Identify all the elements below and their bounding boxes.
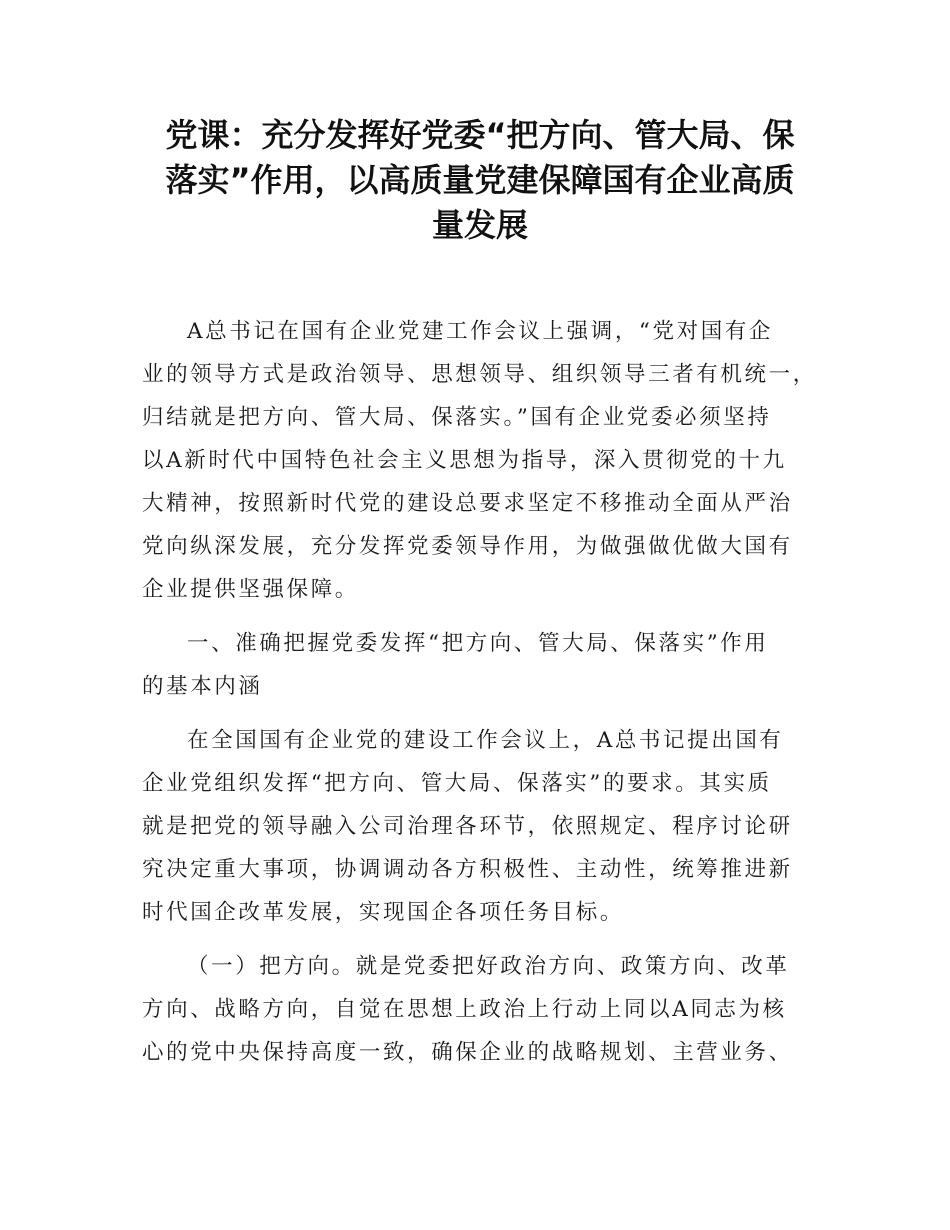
text-line: 一、准确把握党委发挥“把方向、管大局、保落实”作用 xyxy=(187,631,769,656)
document-title xyxy=(140,113,820,248)
text-line: （一）把方向。就是党委把好政治方向、政策方向、改革 xyxy=(187,954,790,979)
text-line: 大精神，按照新时代党的建设总要求坚定不移推动全面从严治 xyxy=(142,491,793,516)
title-line-1: 党课：充分发挥好党委“把方向、管大局、保 xyxy=(165,116,795,154)
title-line-3: 量发展 xyxy=(431,206,528,244)
text-line: 就是把党的领导融入公司治理各环节，依照规定、程序讨论研 xyxy=(142,814,793,839)
text-line: 时代国企改革发展，实现国企各项任务目标。 xyxy=(142,900,625,925)
text-line: 业的领导方式是政治领导、思想领导、组织领导三者有机统一， xyxy=(142,362,817,387)
text-line: 党向纵深发展，充分发挥党委领导作用，为做强做优做大国有 xyxy=(142,534,793,559)
text-line: 方向、战略方向，自觉在思想上政治上行动上同以A同志为核 xyxy=(142,997,787,1022)
text-line: 以A新时代中国特色社会主义思想为指导，深入贯彻党的十九 xyxy=(142,448,787,473)
text-line: 究决定重大事项，协调调动各方积极性、主动性，统筹推进新 xyxy=(142,857,793,882)
title-line-2: 落实”作用，以高质量党建保障国有企业高质 xyxy=(165,161,795,199)
text-line: 归结就是把方向、管大局、保落实。”国有企业党委必须坚持 xyxy=(142,405,772,430)
text-line: 企业党组织发挥“把方向、管大局、保落实”的要求。其实质 xyxy=(142,771,772,796)
text-line: 心的党中央保持高度一致，确保企业的战略规划、主营业务、 xyxy=(142,1040,793,1065)
text-line: 企业提供坚强保障。 xyxy=(142,577,359,602)
text-line: 在全国国有企业党的建设工作会议上，A总书记提出国有 xyxy=(187,728,784,753)
text-line: 的基本内涵 xyxy=(142,674,263,699)
text-line: A总书记在国有企业党建工作会议上强调，“党对国有企 xyxy=(187,319,774,344)
